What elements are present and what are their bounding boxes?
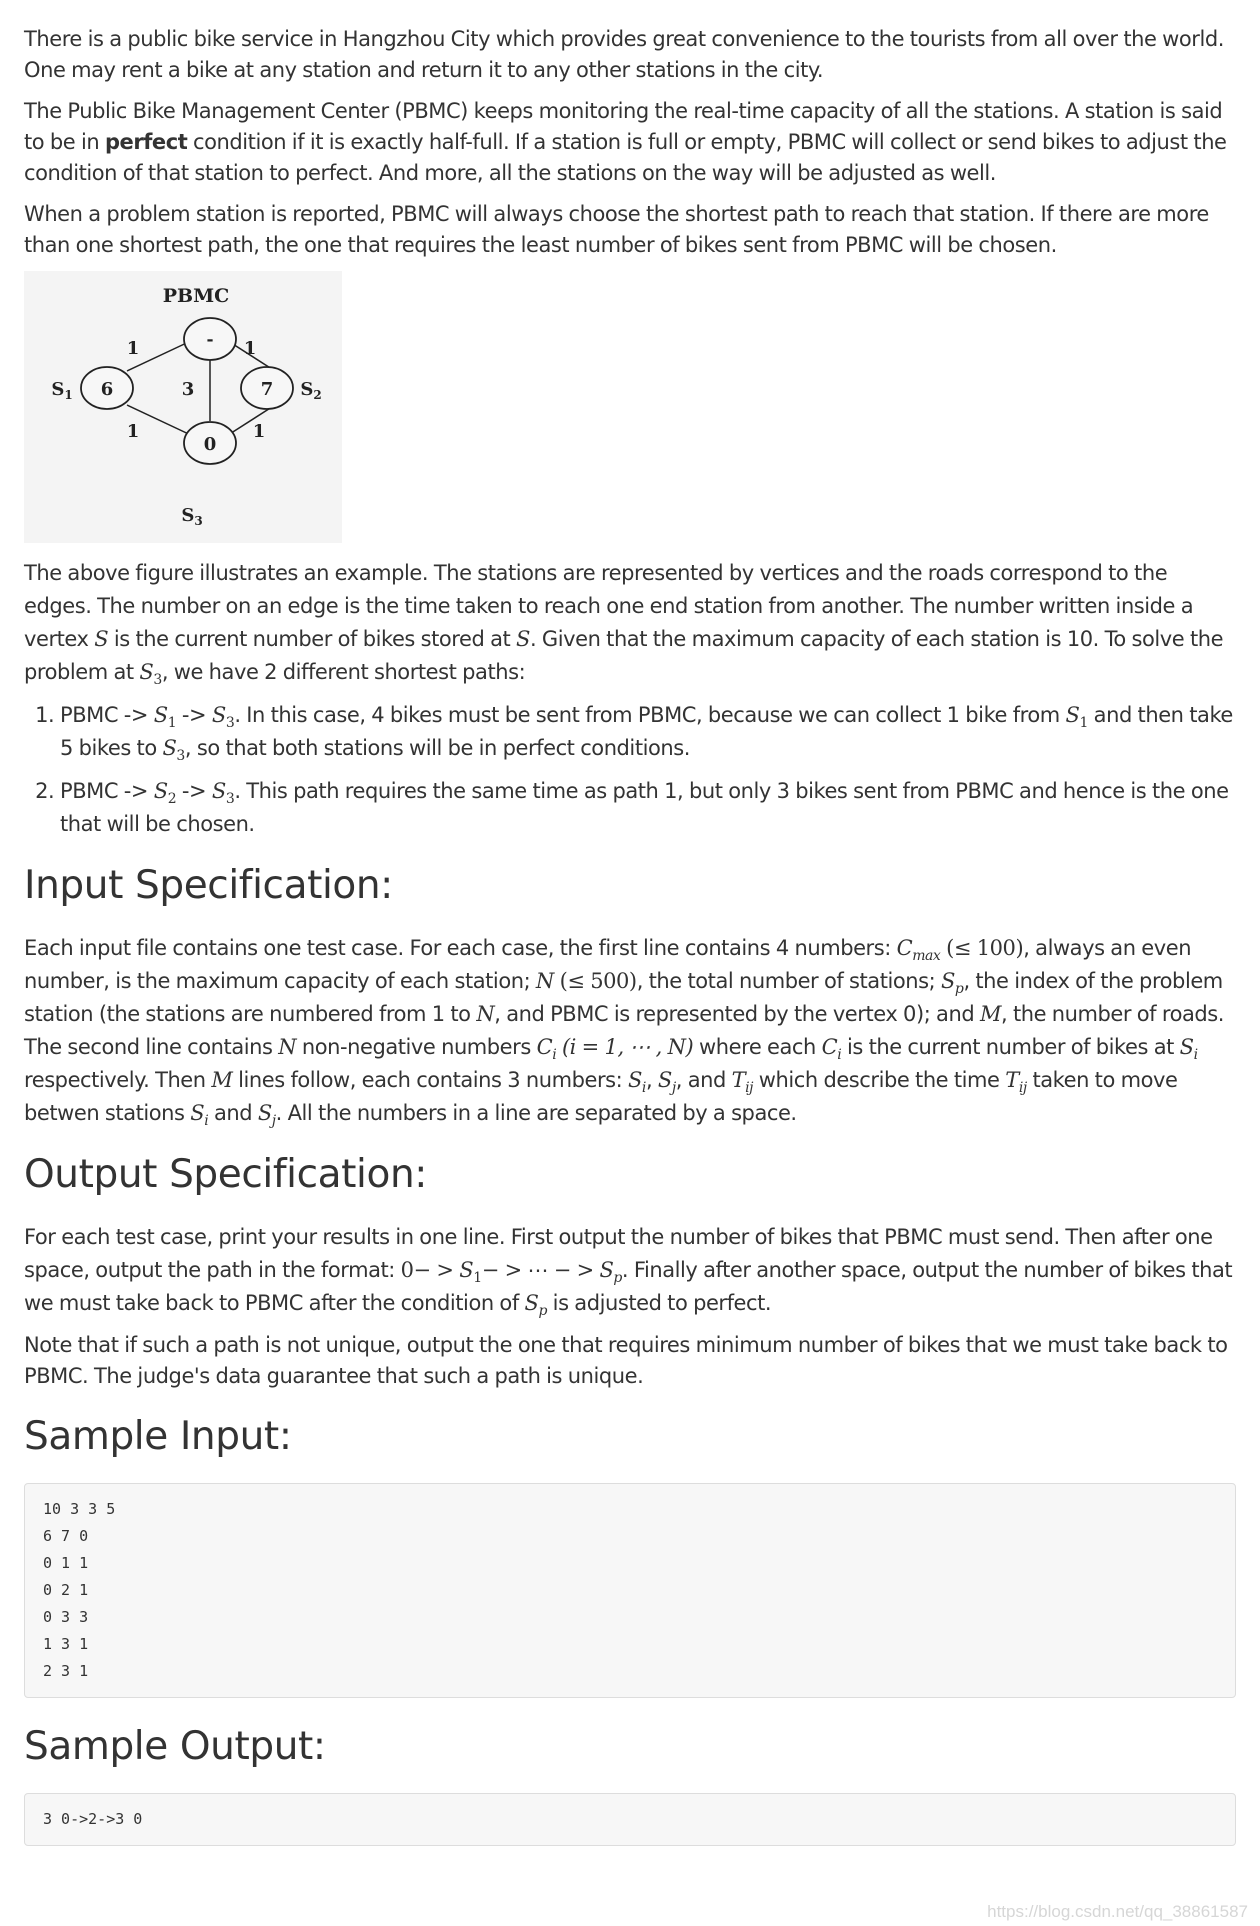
output-spec-paragraph: For each test case, print your results in one line. First output the number of bikes that PBMC must send. Then after one space, output the path in the format: $0- > S_1-$ > ⋯ − > $S_p$. Finally after another space, output the number of bikes that we must take back to PBMC after the condition of $S_p$ is adjusted to perfect. — [24, 1225, 1233, 1320]
input-spec-paragraph: Each input file contains one test case. For each case, the first line contains 4 numbers: $C_{max}$ (≤ 100), always an even number, is the maximum capacity of each station; N (≤ 500), the total number of stations; $S_p$, the index of the problem station (the stations are numbered from 1 to N, and PBMC is represented by the vertex 0); and M, the number of roads. The second line contains N non-negative numbers $C_i$ (i = 1, ⋯ , N) where each $C_i$ is the current number of bikes at $S_i$ respectively. Then M lines follow, each contains 3 numbers: $S_i$, $S_j$, and $T_{ij}$ which describe the time $T_{ij}$ taken to move betwen stations $S_i$ and $S_j$. All the numbers in a line are separated by a space. — [24, 936, 1224, 1130]
sample-input-heading: Sample Input: — [24, 1414, 292, 1459]
station-graph-figure — [24, 271, 342, 543]
code-line: 3 0->2->3 0 — [43, 1810, 143, 1828]
code-line: 0 1 1 — [43, 1554, 89, 1572]
edge-label-pbmc-s2: 1 — [243, 338, 257, 359]
output-spec-heading: Output Specification: — [24, 1152, 428, 1197]
s3-value: 0 — [203, 434, 217, 455]
code-line: 0 3 3 — [43, 1608, 89, 1626]
station-graph — [24, 271, 342, 543]
sample-output-block[interactable] — [24, 1793, 1236, 1846]
watermark-url: https://blog.csdn.net/qq_38861587 — [987, 1902, 1248, 1921]
code-line: 10 3 3 5 — [43, 1500, 116, 1518]
sample-output-heading: Sample Output: — [24, 1724, 326, 1769]
edge-label-pbmc-s1: 1 — [126, 338, 140, 359]
figure-explanation: The above figure illustrates an example. The stations are represented by vertices and the roads correspond to the edges. The number on an edge is the time taken to reach one end station from another. The number written inside a vertex S is the current number of bikes stored at S. Given that the maximum capacity of each station is 10. To solve the problem at $S_3$, we have 2 different shortest paths: — [24, 561, 1224, 689]
s2-value: 7 — [260, 379, 274, 400]
s1-value: 6 — [100, 379, 114, 400]
problem-statement — [24, 24, 1236, 1846]
code-line: 6 7 0 — [43, 1527, 89, 1545]
intro-paragraph-1: There is a public bike service in Hangzhou City which provides great convenience to the tourists from all over the world. One may rent a bike at any station and return it to any other stations in the city. — [24, 27, 1224, 82]
output-note-paragraph: Note that if such a path is not unique, output the one that requires minimum number of bikes that we must take back to PBMC. The judge's data guarantee that such a path is unique. — [24, 1333, 1228, 1388]
s2-label: $S_2$ — [300, 379, 322, 402]
perfect-keyword: perfect — [104, 130, 188, 154]
intro-paragraph-2: The Public Bike Management Center (PBMC) keeps monitoring the real-time capacity of all the stations. A station is said to be in perfect condition if it is exactly half-full. If a station is full or empty, PBMC will collect or send bikes to adjust the condition of that station to perfect. And more, all the stations on the way will be adjusted as well. — [24, 99, 1227, 185]
edge-label-s1-s3: 1 — [126, 421, 140, 442]
edge-label-pbmc-s3: 3 — [181, 379, 195, 400]
list-item: 2. PBMC -> $S_2 -> S_3$. This path requires the same time as path 1, but only 3 bikes sent from PBMC and hence is the one that will be chosen. — [60, 775, 1236, 841]
code-line: 2 3 1 — [43, 1662, 89, 1680]
s3-label: $S_3$ — [181, 505, 203, 528]
shortest-paths-list — [24, 699, 1236, 841]
code-line: 0 2 1 — [43, 1581, 89, 1599]
edge-label-s2-s3: 1 — [252, 421, 266, 442]
pbmc-value: - — [206, 330, 214, 350]
intro-paragraph-3: When a problem station is reported, PBMC will always choose the shortest path to reach that station. If there are more than one shortest path, the one that requires the least number of bikes sent from PBMC will be chosen. — [24, 202, 1209, 257]
sample-input-block[interactable] — [24, 1483, 1236, 1698]
pbmc-title: PBMC — [162, 285, 230, 307]
input-spec-heading: Input Specification: — [24, 863, 393, 908]
list-item: 1. PBMC -> $S_1 -> S_3$. In this case, 4 bikes must be sent from PBMC, because we can collect 1 bike from $S_1$ and then take 5 bikes to $S_3$, so that both stations will be in perfect conditions. — [60, 699, 1236, 765]
code-line: 1 3 1 — [43, 1635, 89, 1653]
s1-label: $S_1$ — [51, 379, 73, 402]
